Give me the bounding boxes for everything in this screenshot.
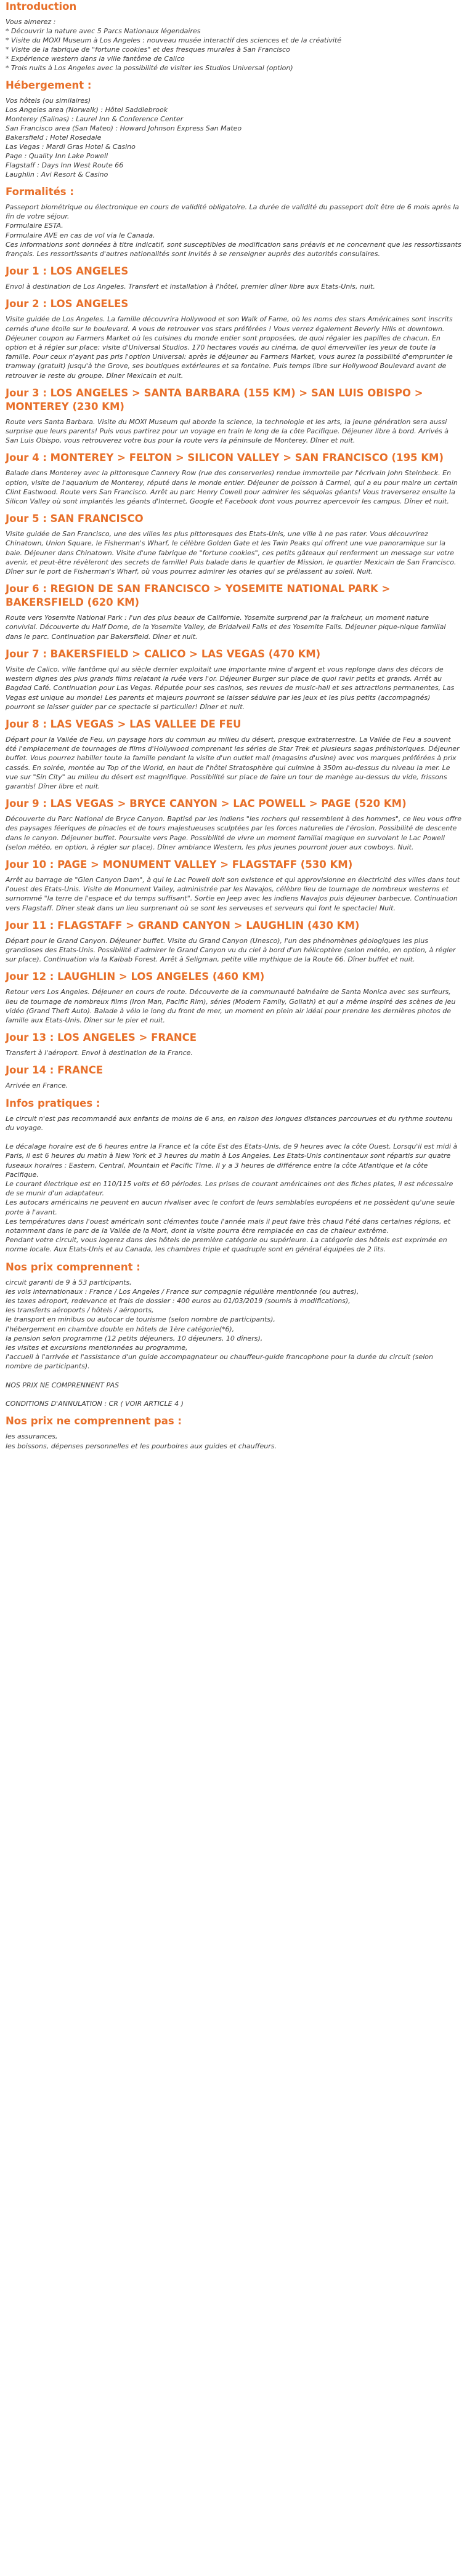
included-section bbox=[6, 1261, 461, 1409]
lodging-section bbox=[6, 79, 461, 179]
text-line: Page : Quality Inn Lake Powell bbox=[6, 152, 108, 160]
day-title: Jour 7 : BAKERSFIELD > CALICO > LAS VEGAS (470 KM) bbox=[6, 648, 321, 660]
excluded-section bbox=[6, 1414, 461, 1450]
day-description: Balade dans Monterey avec la pittoresque Cannery Row (rue des conserveries) rendue immortelle par l'écrivain John Steinbeck. En option, visite de l'aquarium de Monterey, réputé dans le monde entier. Déjeuner de poisson à Carmel, qui a eu pour maire un certain Clint Eastwood. Route vers San Francisco. Arrêt au parc Henry Cowell pour admirer les séquoias géants! Vous traverserez ensuite la Silicon Valley où sont implantés les géants d'Internet, Google et Facebook dont vous pourrez apercevoir les campus. Dîner et nuit. bbox=[6, 469, 458, 506]
text-line: Flagstaff : Days Inn West Route 66 bbox=[6, 161, 124, 169]
formalities-section bbox=[6, 185, 461, 259]
day-description: Visite guidée de San Francisco, une des villes les plus pittoresques des Etats-Unis, une ville à ne pas rater. Vous découvrirez Chinatown, Union Square, le Fisherman's Wharf, le célèbre Golden Gate et les Twin Peaks qui offrent une vue panoramique sur la baie. Déjeuner dans Chinatown. Visite d'une fabrique de "fortune cookies", ces petits gâteaux qui renferment un message sur votre avenir, et peut-être révèleront des secrets de famille! Puis balade dans le quartier de Mission, le quartier Mexicain de San Francisco. Dîner sur le port de Fisherman's Wharf, où vous pourrez admirer les otaries qui se prélassent au soleil. Nuit. bbox=[6, 530, 457, 576]
day-section bbox=[6, 1064, 461, 1090]
included-text bbox=[6, 1278, 461, 1409]
day-description: Envol à destination de Los Angeles. Transfert et installation à l'hôtel, premier dîner libre aux Etats-Unis, nuit. bbox=[6, 283, 375, 291]
intro-section bbox=[6, 0, 461, 73]
day-title: Jour 2 : LOS ANGELES bbox=[6, 298, 129, 310]
day-section bbox=[6, 582, 461, 641]
text-line: * Visite de la fabrique de "fortune cookies" et des fresques murales à San Francisco bbox=[6, 46, 290, 54]
day-section bbox=[6, 970, 461, 1025]
practical-section bbox=[6, 1097, 461, 1254]
day-title: Jour 10 : PAGE > MONUMENT VALLEY > FLAGSTAFF (530 KM) bbox=[6, 858, 353, 870]
text-line: Vous aimerez : bbox=[6, 18, 56, 26]
section-title-lodging: Hébergement : bbox=[6, 79, 92, 91]
lodging-list bbox=[6, 96, 461, 179]
day-description: Visite guidée de Los Angeles. La famille découvrira Hollywood et son Walk of Fame, où les noms des stars Américaines sont inscrits cernés d'une étoile sur le boulevard. A vous de retrouver vos stars préférées ! Vous verrez également Beverly Hills et downtown. Déjeuner coupon au Farmers Market où les cuisines du monde entier sont proposées, de quoi régaler les papilles de chacun. En option et à régler sur place: visite d'Universal Studios. 170 hectares voués au cinéma, de quoi émerveiller les yeux de toute la famille. Pour ceux n'ayant pas pris l'option Universal: après le déjeuner au Farmers Market, vous aurez la possibilité d'emprunter le tramway (gratuit) jusqu'à the Grove, ses boutiques extérieures et sa fontaine. Puis temps libre sur Hollywood Boulevard avant de retrouver le reste du groupe. Dîner Mexicain et nuit. bbox=[6, 315, 453, 380]
day-section bbox=[6, 265, 461, 291]
day-section bbox=[6, 797, 461, 852]
text-line: San Francisco area (San Mateo) : Howard Johnson Express San Mateo bbox=[6, 124, 242, 132]
day-section bbox=[6, 919, 461, 965]
formalities-text bbox=[6, 203, 461, 259]
text-line: Bakersfield : Hotel Rosedale bbox=[6, 134, 102, 142]
paragraph: circuit garanti de 9 à 53 participants, les vols internationaux : France / Los Angeles / France sur compagnie régulière mentionnée (ou autres), les taxes aéroport, redevance et frais de dossier : 400 euros au 01/03/2019 (soumis à modifications), les transferts aéroports / hôtels / aéroports, le transport en minibus ou autocar de tourisme (selon nombre de participants), l'hébergement en chambre double en hôtels de 1ère catégorie(*6), la pension selon programme (12 petits déjeuners, 10 déjeuners, 10 dîners), les visites et excursions mentionnées au programme, l'accueil à l'arrivée et l'assistance d'un guide accompagnateur ou chauffeur-guide francophone pour la durée du circuit (selon nombre de participants). NOS PRIX NE COMPRENNENT PAS CONDITIONS D'ANNULATION : CR ( VOIR ARTICLE 4 ) bbox=[6, 1278, 433, 1408]
day-description: Départ pour le Grand Canyon. Déjeuner buffet. Visite du Grand Canyon (Unesco), l'un des phénomènes géologiques les plus grandioses des Etats-Unis. Possibilité d'admirer le Grand Canyon vu du ciel à bord d'un hélicoptère (selon météo, en option, à régler sur place). Continuation via la Kaibab Forest. Arrêt à Seligman, petite ville mythique de la Route 66. Dîner buffet et nuit. bbox=[6, 936, 456, 964]
day-description: Arrivée en France. bbox=[6, 1081, 68, 1090]
text-line: * Expérience western dans la ville fantôme de Calico bbox=[6, 55, 185, 63]
day-title: Jour 6 : REGION DE SAN FRANCISCO > YOSEMITE NATIONAL PARK > BAKERSFIELD (620 KM) bbox=[6, 583, 391, 609]
day-title: Jour 9 : LAS VEGAS > BRYCE CANYON > LAC POWELL > PAGE (520 KM) bbox=[6, 798, 407, 810]
paragraph: Le circuit n'est pas recommandé aux enfants de moins de 6 ans, en raison des longues distances parcourues et du rythme soutenu du voyage. Le décalage horaire est de 6 heures entre la France et la côte Est des Etats-Unis, de 9 heures avec la côte Ouest. Lorsqu'il est midi à Paris, il est 6 heures du matin à New York et 3 heures du matin à Los Angeles. Les Etats-Unis continentaux sont répartis sur quatre fuseaux horaires : Eastern, Central, Mountain et Pacific Time. Il y a 3 heures de différence entre la côte Atlantique et la côte Pacifique. Le courant électrique est en 110/115 volts et 60 périodes. Les prises de courant américaines ont des fiches plates, il est nécessaire de se munir d'un adaptateur. Les autocars américains ne peuvent en aucun rivaliser avec le confort de leurs semblables européens et ne possèdent qu'une seule porte à l'avant. Les températures dans l'ouest américain sont clémentes toute l'année mais il peut faire très chaud l'été dans certaines régions, et notamment dans le parc de la Vallée de la Mort, dont la visite pourra être remplacée en cas de chaleur extrême. Pendant votre circuit, vous logerez dans des hôtels de première catégorie ou supérieure. La catégorie des hôtels est exprimée en norme locale. Aux Etats-Unis et au Canada, les chambres triple et quadruple sont en général équipées de 2 lits. bbox=[6, 1114, 458, 1254]
text-line: Laughlin : Avi Resort & Casino bbox=[6, 171, 108, 179]
section-title-excluded: Nos prix ne comprennent pas : bbox=[6, 1415, 182, 1427]
day-section bbox=[6, 648, 461, 712]
day-section bbox=[6, 1031, 461, 1057]
day-description: Arrêt au barrage de "Glen Canyon Dam", à qui le Lac Powell doit son existence et qui approvisionne en électricité des villes dans tout l'ouest des Etats-Unis. Visite de Monument Valley, administrée par les Navajos, célèbre lieu de tournage de nombreux westerns et surnommé "la terre de l'espace et du temps suffisant". Sortie en Jeep avec les indiens Navajos puis déjeuner barbecue. Continuation vers Flagstaff. Dîner steak dans un lieu surprenant où se sont les serveuses et serveurs qui font le spectacle! Nuit. bbox=[6, 875, 460, 912]
day-title: Jour 3 : LOS ANGELES > SANTA BARBARA (155 KM) > SAN LUIS OBISPO > MONTEREY (230 KM) bbox=[6, 387, 423, 412]
section-title-formalities: Formalités : bbox=[6, 186, 74, 198]
day-description: Départ pour la Vallée de Feu, un paysage hors du commun au milieu du désert, presque extraterrestre. La Vallée de Feu a souvent été l'emplacement de tournages de films d'Hollywood comprenant les séries de Star Trek et plusieurs sagas préhistoriques. Déjeuner buffet. Vous pourrez habiller toute la famille pendant la visite d'un outlet mall (magasins d'usine) avec vos marques préférées à prix cassés. En soirée, montée au Top of the World, en haut de l'hôtel Stratosphère qui culmine à 350m au-dessus du niveau la mer. Le vue sur "Sin City" au milieu du désert est magnifique. Possibilité sur place de faire un tour de manège au-dessus du vide, frissons garantis! Dîner libre et nuit. bbox=[6, 735, 460, 790]
day-title: Jour 1 : LOS ANGELES bbox=[6, 265, 129, 278]
text-line: Los Angeles area (Norwalk) : Hôtel Saddlebrook bbox=[6, 106, 168, 114]
day-title: Jour 4 : MONTEREY > FELTON > SILICON VALLEY > SAN FRANCISCO (195 KM) bbox=[6, 452, 444, 464]
section-title-included: Nos prix comprennent : bbox=[6, 1261, 140, 1273]
day-title: Jour 14 : FRANCE bbox=[6, 1064, 104, 1077]
text-line: * Trois nuits à Los Angeles avec la possibilité de visiter les Studios Universal (option) bbox=[6, 64, 293, 72]
section-title-intro: Introduction bbox=[6, 1, 77, 12]
day-title: Jour 12 : LAUGHLIN > LOS ANGELES (460 KM) bbox=[6, 971, 265, 983]
day-title: Jour 13 : LOS ANGELES > FRANCE bbox=[6, 1032, 197, 1044]
day-section bbox=[6, 387, 461, 446]
text-line: Vos hôtels (ou similaires) bbox=[6, 97, 91, 105]
text-line: Las Vegas : Mardi Gras Hotel & Casino bbox=[6, 143, 136, 151]
day-title: Jour 8 : LAS VEGAS > LAS VALLEE DE FEU bbox=[6, 718, 242, 730]
day-section bbox=[6, 718, 461, 791]
day-description: Route vers Yosemite National Park : l'un des plus beaux de Californie. Yosemite surprend par la fraîcheur, un moment nature convivial. Découverte du Half Dome, de la Yosemite Valley, de Bridalveil Falls et des Yosemite Falls. Déjeuner pique-nique familial dans le parc. Continuation par Bakersfield. Dîner et nuit. bbox=[6, 614, 446, 641]
day-description: Visite de Calico, ville fantôme qui au siècle dernier exploitait une importante mine d'argent et vous replonge dans des décors de western dignes des plus grands films relatant la ruée vers l'or. Déjeuner Burger sur place de quoi ravir petits et grands. Arrêt au Bagdad Café. Continuation pour Las Vegas. Réputée pour ses casinos, ses revues de music-hall et ses attractions permanentes, Las Vegas est unique au monde! Les parents et majeurs pourront se laisser séduire par les jeux et les plus petits (accompagnés) pourront se laisser guider par ce spectacle si particulier! Dîner et nuit. bbox=[6, 665, 455, 711]
day-description: Transfert à l'aéroport. Envol à destination de la France. bbox=[6, 1049, 193, 1057]
text-line: * Découvrir la nature avec 5 Parcs Nationaux légendaires bbox=[6, 27, 201, 35]
text-line: * Visite du MOXI Museum à Los Angeles : nouveau musée interactif des sciences et de la créativité bbox=[6, 36, 342, 44]
itinerary bbox=[6, 265, 461, 1090]
practical-text bbox=[6, 1114, 461, 1254]
day-section bbox=[6, 512, 461, 576]
paragraph: Passeport biométrique ou électronique en cours de validité obligatoire. La durée de validité du passeport doit être de 6 mois après la fin de votre séjour. Formulaire ESTA. Formulaire AVE en cas de vol via le Canada. Ces informations sont données à titre indicatif, sont susceptibles de modification sans préavis et ne concernent que les ressortissants français. Les ressortissants d'autres nationalités sont invités à se renseigner auprès des autorités consulaires. bbox=[6, 203, 461, 259]
excluded-text bbox=[6, 1432, 461, 1450]
day-title: Jour 5 : SAN FRANCISCO bbox=[6, 513, 144, 525]
day-section bbox=[6, 858, 461, 913]
day-description: Découverte du Parc National de Bryce Canyon. Baptisé par les indiens "les rochers qui ressemblent à des hommes", ce lieu vous offre des paysages féeriques de pinacles et de tours majestueuses sculptées par les forces naturelles de l'érosion. Possibilité de descente dans le canyon. Déjeuner buffet. Poursuite vers Page. Possibilité de vivre un moment familial magique en survolant le Lac Powell (selon météo, en option, à régler sur place). Dîner ambiance Western, les plus jeunes pourront jouer aux cowboys. Nuit. bbox=[6, 815, 461, 851]
paragraph: les assurances, les boissons, dépenses personnelles et les pourboires aux guides et chauffeurs. bbox=[6, 1432, 277, 1450]
text-line: Monterey (Salinas) : Laurel Inn & Conference Center bbox=[6, 115, 184, 123]
section-title-practical: Infos pratiques : bbox=[6, 1097, 100, 1109]
intro-list bbox=[6, 17, 461, 73]
day-description: Route vers Santa Barbara. Visite du MOXI Museum qui aborde la science, la technologie et les arts, la jeune génération sera aussi surprise que leurs parents! Puis vous partirez pour un voyage en train le long de la côte Pacifique. Déjeuner libre à bord. Arrivés à San Luis Obispo, vous retrouverez votre bus pour la route vers la péninsule de Monterey. Dîner et nuit. bbox=[6, 417, 449, 445]
day-description: Retour vers Los Angeles. Déjeuner en cours de route. Découverte de la communauté balnéaire de Santa Monica avec ses surfeurs, lieu de tournage de nombreux films (Iron Man, Pacific Rim), séries (Modern Family, Goliath) et qui a même inspiré des scènes de jeu vidéo (Grand Theft Auto). Balade à vélo le long du front de mer, un moment en plein air idéal pour prendre les dernières photos de famille aux Etats-Unis. Dîner sur le pier et nuit. bbox=[6, 988, 456, 1024]
day-section bbox=[6, 297, 461, 380]
day-section bbox=[6, 451, 461, 506]
day-title: Jour 11 : FLAGSTAFF > GRAND CANYON > LAUGHLIN (430 KM) bbox=[6, 919, 360, 931]
